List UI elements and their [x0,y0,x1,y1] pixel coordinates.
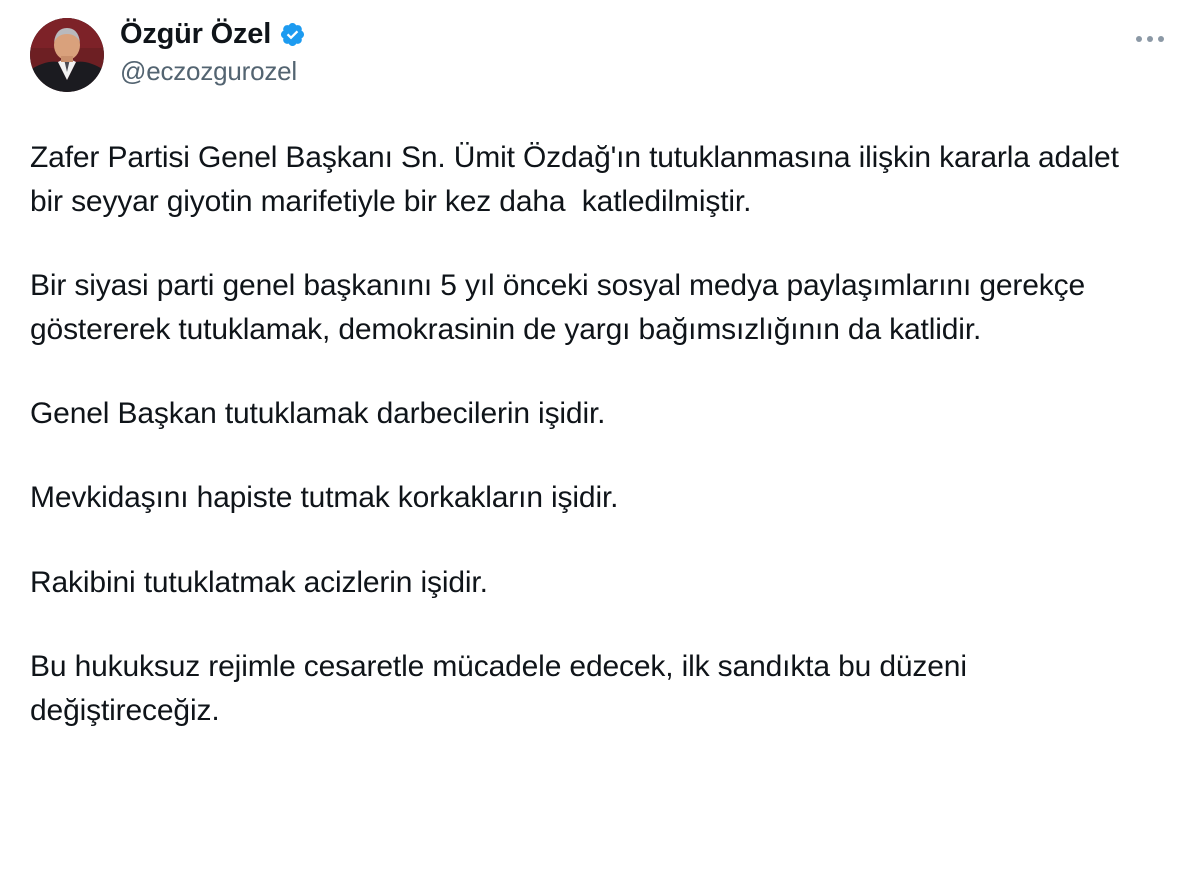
tweet-paragraph: Zafer Partisi Genel Başkanı Sn. Ümit Özdağ'ın tutuklanmasına ilişkin kararla adalet bir seyyar giyotin marifetiyle bir kez daha katledilmiştir. [30,141,1127,219]
profile-photo-icon [30,18,104,92]
more-options-button[interactable] [1128,22,1172,56]
author-handle: @eczozgurozel [120,56,297,86]
author-identity [120,18,306,87]
author-display-name: Özgür Özel [120,18,272,50]
more-dot-1 [1136,36,1142,42]
tweet-header [30,18,1140,114]
avatar[interactable] [30,18,104,92]
verified-badge-icon [279,21,306,48]
tweet-text [30,136,1140,733]
more-dot-3 [1158,36,1164,42]
tweet-paragraph: Mevkidaşını hapiste tutmak korkakların işidir. [30,481,619,515]
author-name-row [120,20,306,49]
tweet-paragraph: Rakibini tutuklatmak acizlerin işidir. [30,565,488,599]
more-dot-2 [1147,36,1153,42]
tweet-paragraph: Bir siyasi parti genel başkanını 5 yıl önceki sosyal medya paylaşımlarını gerekçe göstererek tutuklamak, demokrasinin de yargı bağımsızlığının da katlidir. [30,269,1094,347]
tweet-paragraph: Genel Başkan tutuklamak darbecilerin işidir. [30,397,606,431]
tweet-paragraph: Bu hukuksuz rejimle cesaretle mücadele edecek, ilk sandıkta bu düzeni değiştireceğiz. [30,649,976,727]
